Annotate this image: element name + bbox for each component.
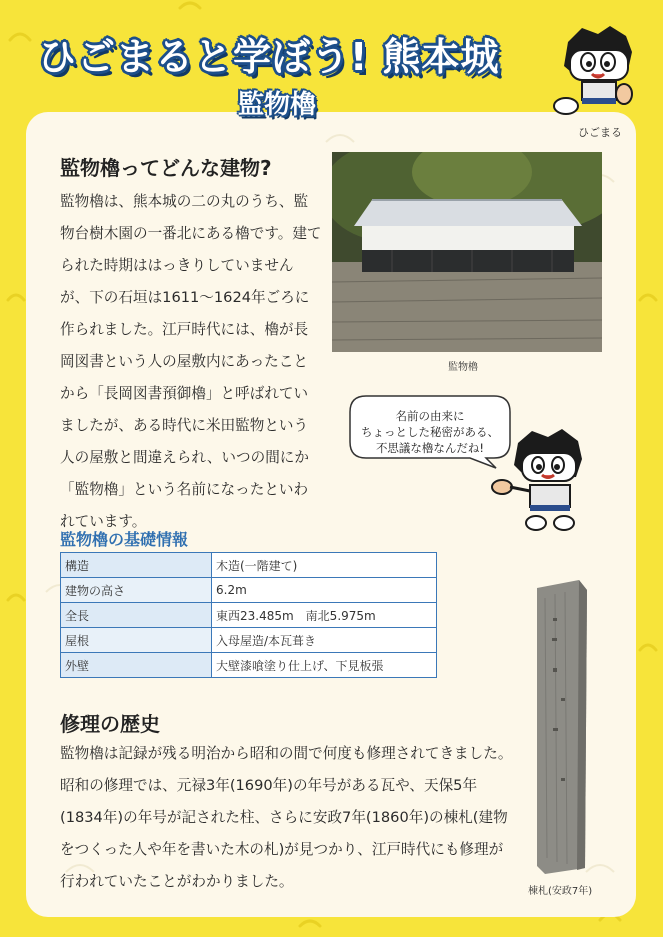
page-title: ひごまると学ぼう! 熊本城	[38, 35, 500, 79]
section-heading-about: 監物櫓ってどんな建物?	[60, 156, 272, 180]
table-value: 木造(一階建て)	[212, 553, 437, 578]
table-row	[61, 578, 437, 603]
table-key: 屋根	[61, 628, 212, 653]
bubble-text	[360, 408, 500, 456]
table-row	[61, 628, 437, 653]
bubble-line: ちょっとした秘密がある、	[361, 425, 499, 439]
bubble-line: 不思議な櫓なんだね!	[375, 441, 485, 455]
about-paragraph: 監物櫓は、熊本城の二の丸のうち、監物台樹木園の一番北にある櫓です。建てられた時期ははっきりしていませんが、下の石垣は1611～1624年ごろに作られました。江戸時代には、櫓が長岡図書という人の屋敷内にあったことから「長岡図書預御櫓」と呼ばれていましたが、ある時代に米田監物という人の屋敷と間違えられ、いつの間にか「監物櫓」という名前になったといわれています。	[60, 193, 322, 530]
page-subtitle: 監物櫓	[238, 90, 317, 120]
photo-caption: 監物櫓	[448, 362, 478, 373]
table-key: 建物の高さ	[61, 578, 212, 603]
table-value: 東西23.485m 南北5.975m	[212, 603, 437, 628]
higomaru-pointing-mascot-icon	[488, 425, 598, 535]
table-row	[61, 653, 437, 678]
munafuda-wooden-plaque-photo	[531, 578, 591, 876]
plaque-caption: 棟札(安政7年)	[528, 886, 593, 897]
table-value: 入母屋造/本瓦葺き	[212, 628, 437, 653]
higomaru-mascot-icon	[548, 22, 640, 120]
section-heading-basic-info: 監物櫓の基礎情報	[60, 530, 189, 549]
bubble-line: 名前の由来に	[395, 409, 465, 423]
repair-paragraph: 監物櫓は記録が残る明治から昭和の間で何度も修理されてきました。昭和の修理では、元禄3年(1690年)の年号がある瓦や、天保5年(1834年)の年号が記された柱、さらに安政7年(1860年)の棟札(建物をつくった人や年を書いた木の札)が見つかり、江戸時代にも修理が行われていたことがわかりました。	[60, 745, 513, 890]
table-key: 構造	[61, 553, 212, 578]
table-row	[61, 553, 437, 578]
table-key: 外壁	[61, 653, 212, 678]
mascot-name: ひごまる	[578, 126, 622, 139]
table-key: 全長	[61, 603, 212, 628]
kenmotsu-yagura-photo	[332, 152, 602, 352]
table-value: 6.2m	[212, 578, 437, 603]
basic-info-table	[60, 552, 437, 678]
table-value: 大壁漆喰塗り仕上げ、下見板張	[212, 653, 437, 678]
table-row	[61, 603, 437, 628]
section-heading-repair: 修理の歴史	[60, 712, 160, 736]
